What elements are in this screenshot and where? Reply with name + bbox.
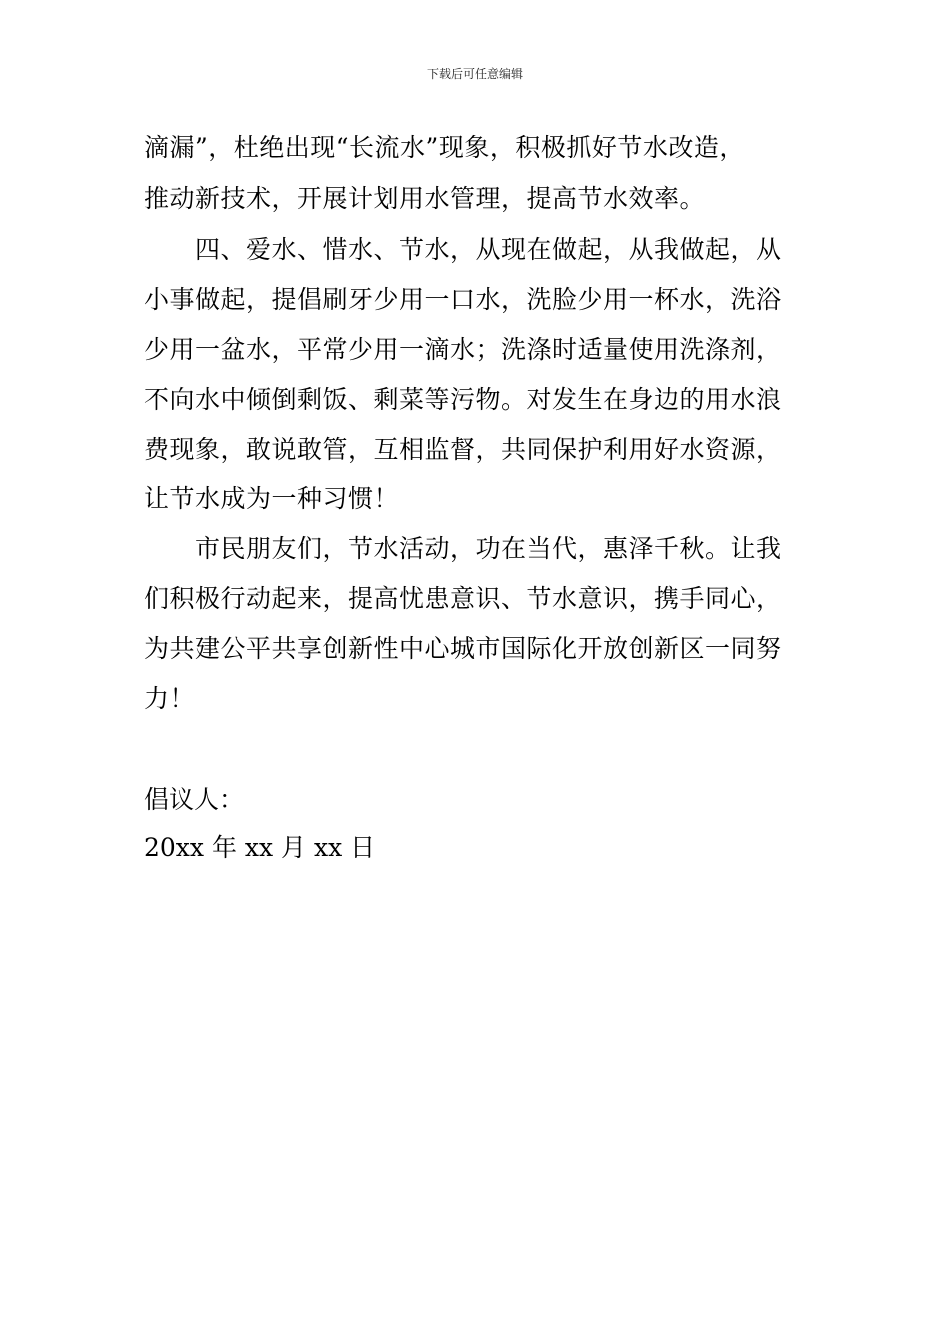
- text-line: 们积极行动起来，提高忧患意识、节水意识，携手同心，: [144, 584, 782, 613]
- text-line: 四、爱水、惜水、节水，从现在做起，从我做起，从: [144, 235, 782, 264]
- text-line: 推动新技术，开展计划用水管理，提高节水效率。: [144, 184, 706, 213]
- text-line: 少用一盆水，平常少用一滴水；洗涤时适量使用洗涤剂，: [144, 335, 782, 364]
- text-line: 费现象，敢说敢管，互相监督，共同保护利用好水资源，: [144, 435, 782, 464]
- proposer-label: 倡议人：: [144, 785, 245, 814]
- text-line: 力！: [144, 684, 196, 713]
- text-line: 让节水成为一种习惯！: [144, 484, 400, 513]
- text-line: 为共建公平共享创新性中心城市国际化开放创新区一同努: [144, 634, 782, 663]
- text-line: 市民朋友们，节水活动，功在当代，惠泽千秋。让我: [144, 534, 782, 563]
- signoff-date: 20xx 年 xx 月 xx 日: [144, 833, 376, 862]
- text-line: 小事做起，提倡刷牙少用一口水，洗脸少用一杯水，洗浴: [144, 285, 782, 314]
- text-line: 不向水中倾倒剩饭、剩菜等污物。对发生在身边的用水浪: [144, 385, 782, 414]
- text-line: 滴漏”，杜绝出现“长流水”现象，积极抓好节水改造，: [144, 133, 745, 162]
- page-header-note: 下载后可任意编辑: [426, 67, 523, 81]
